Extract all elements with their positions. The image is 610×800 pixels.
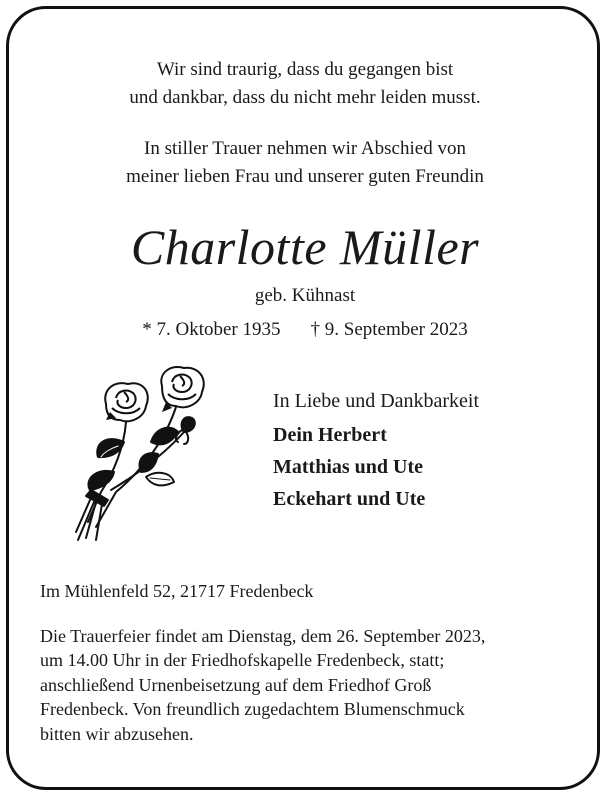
- intro-line: In stiller Trauer nehmen wir Abschied von: [144, 138, 466, 159]
- service-line: anschließend Urnenbeisetzung auf dem Friedhof Groß: [40, 674, 432, 695]
- death-date: † 9. September 2023: [310, 319, 468, 340]
- intro-line: meiner lieben Frau und unserer guten Freundin: [126, 166, 484, 187]
- service-line: Fredenbeck. Von freundlich zugedachtem Blumenschmuck: [40, 699, 465, 720]
- mourner-name: Dein Herbert: [273, 424, 387, 446]
- mourners-lead: In Liebe und Dankbarkeit: [273, 390, 480, 412]
- rose-bouquet-icon: [66, 362, 216, 547]
- verse: [0, 56, 610, 112]
- birth-date: * 7. Oktober 1935: [142, 319, 281, 340]
- address: Im Mühlenfeld 52, 21717 Fredenbeck: [40, 581, 314, 601]
- intro-text: [0, 135, 610, 191]
- mourner-name: Eckehart und Ute: [273, 488, 426, 510]
- service-line: Die Trauerfeier findet am Dienstag, dem 26. September 2023,: [40, 626, 486, 646]
- verse-line: und dankbar, dass du nicht mehr leiden musst.: [129, 87, 481, 108]
- maiden-name: geb. Kühnast: [254, 285, 356, 306]
- deceased-name: Charlotte Müller: [130, 219, 480, 275]
- verse-line: Wir sind traurig, dass du gegangen bist: [156, 59, 454, 80]
- mourner-name: Matthias und Ute: [273, 456, 424, 478]
- mourners: [273, 385, 479, 515]
- service-line: bitten wir abzusehen.: [40, 723, 194, 744]
- life-dates: [0, 317, 610, 343]
- service-line: um 14.00 Uhr in der Friedhofskapelle Fredenbeck, statt;: [40, 650, 445, 671]
- service-info: [40, 624, 585, 746]
